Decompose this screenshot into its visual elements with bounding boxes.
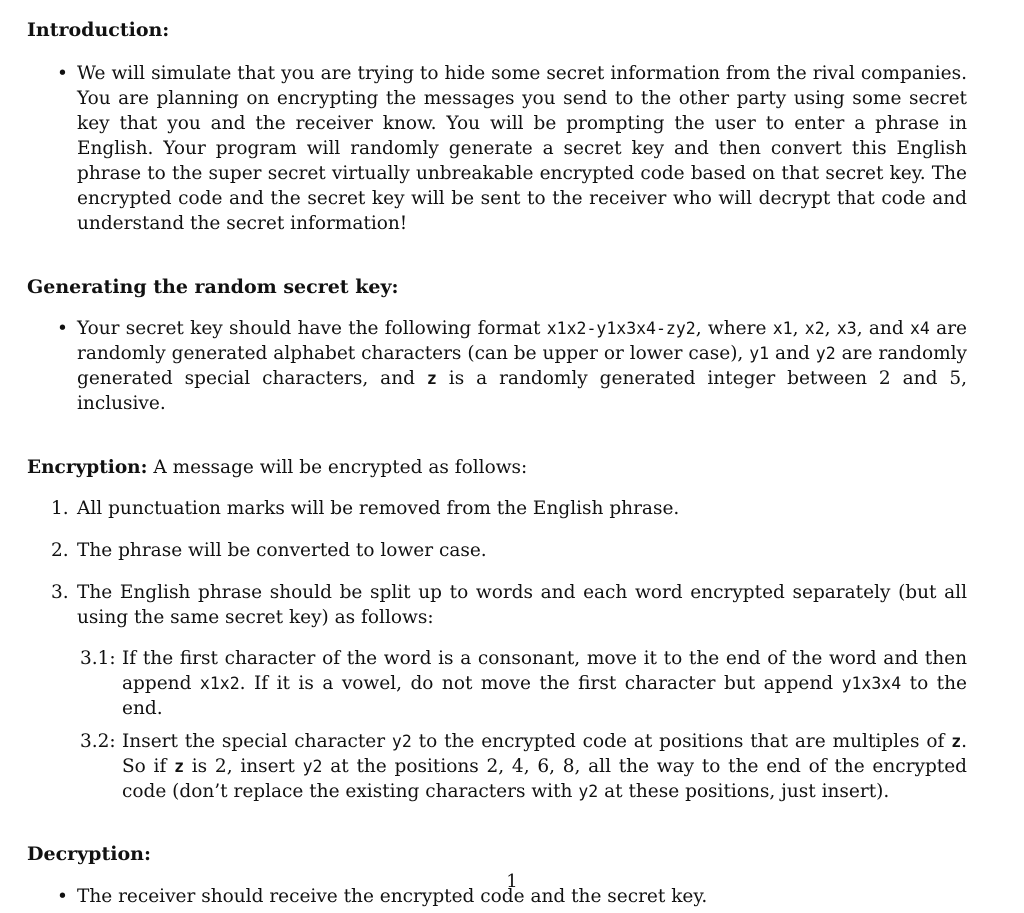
encryption-intro <box>27 455 967 480</box>
bullet-icon: • <box>57 318 68 339</box>
encryption-heading: Encryption: <box>27 457 148 478</box>
bullet-icon: • <box>57 63 68 84</box>
introduction-text: We will simulate that you are trying to hide some secret information from the rival companies. You are planning on encrypting the messages you send to the other party using some secret key that you and the receiver know. You will be prompting the user to enter a phrase in English. Your program will randomly generate a secret key and then convert this English phrase to the super secret virtually unbreakable encrypted code based on that secret key. The encrypted code and the secret key will be sent to the receiver who will decrypt that code and understand the secret information! <box>77 63 967 234</box>
keygen-text: Your secret key should have the following format x1x2-y1x3x4-zy2, where x1, x2, x3, and x4 are randomly generated alphabet characters (can be upper or lower case), y1 and y2 are randomly generated special characters, and z is a randomly generated integer between 2 and 5, inclusive. <box>77 318 967 414</box>
keygen-list <box>27 316 967 416</box>
keygen-bullet-item <box>27 316 967 416</box>
page-number: 1 <box>506 871 518 892</box>
encryption-intro-text: A message will be encrypted as follows: <box>147 457 528 478</box>
decryption-heading: Decryption: <box>27 843 151 865</box>
encryption-step: 3. The English phrase should be split up to words and each word encrypted separately (but all using the same secret key) as follows: <box>51 582 967 628</box>
document-page <box>27 18 967 909</box>
introduction-bullet-item <box>27 61 967 236</box>
keygen-heading: Generating the random secret key: <box>27 276 399 298</box>
bullet-icon: • <box>57 886 68 907</box>
introduction-list <box>27 61 967 236</box>
encryption-substeps <box>27 646 967 804</box>
encryption-substep: 3.1: If the first character of the word is a consonant, move it to the end of the word and then append x1x2. If it is a vowel, do not move the first character but append y1x3x4 to the end. <box>80 648 967 719</box>
encryption-substep: 3.2: Insert the special character y2 to the encrypted code at positions that are multiples of z. So if z is 2, insert y2 at the positions 2, 4, 6, 8, all the way to the end of the encrypted code (don’t replace the existing characters with y2 at these positions, just insert). <box>80 731 968 802</box>
decryption-text: The receiver should receive the encrypted code and the secret key. <box>77 886 708 907</box>
encryption-step: 1. All punctuation marks will be removed from the English phrase. <box>51 498 680 519</box>
encryption-steps <box>27 496 967 630</box>
encryption-step: 2. The phrase will be converted to lower case. <box>51 540 487 561</box>
introduction-heading: Introduction: <box>27 19 170 41</box>
